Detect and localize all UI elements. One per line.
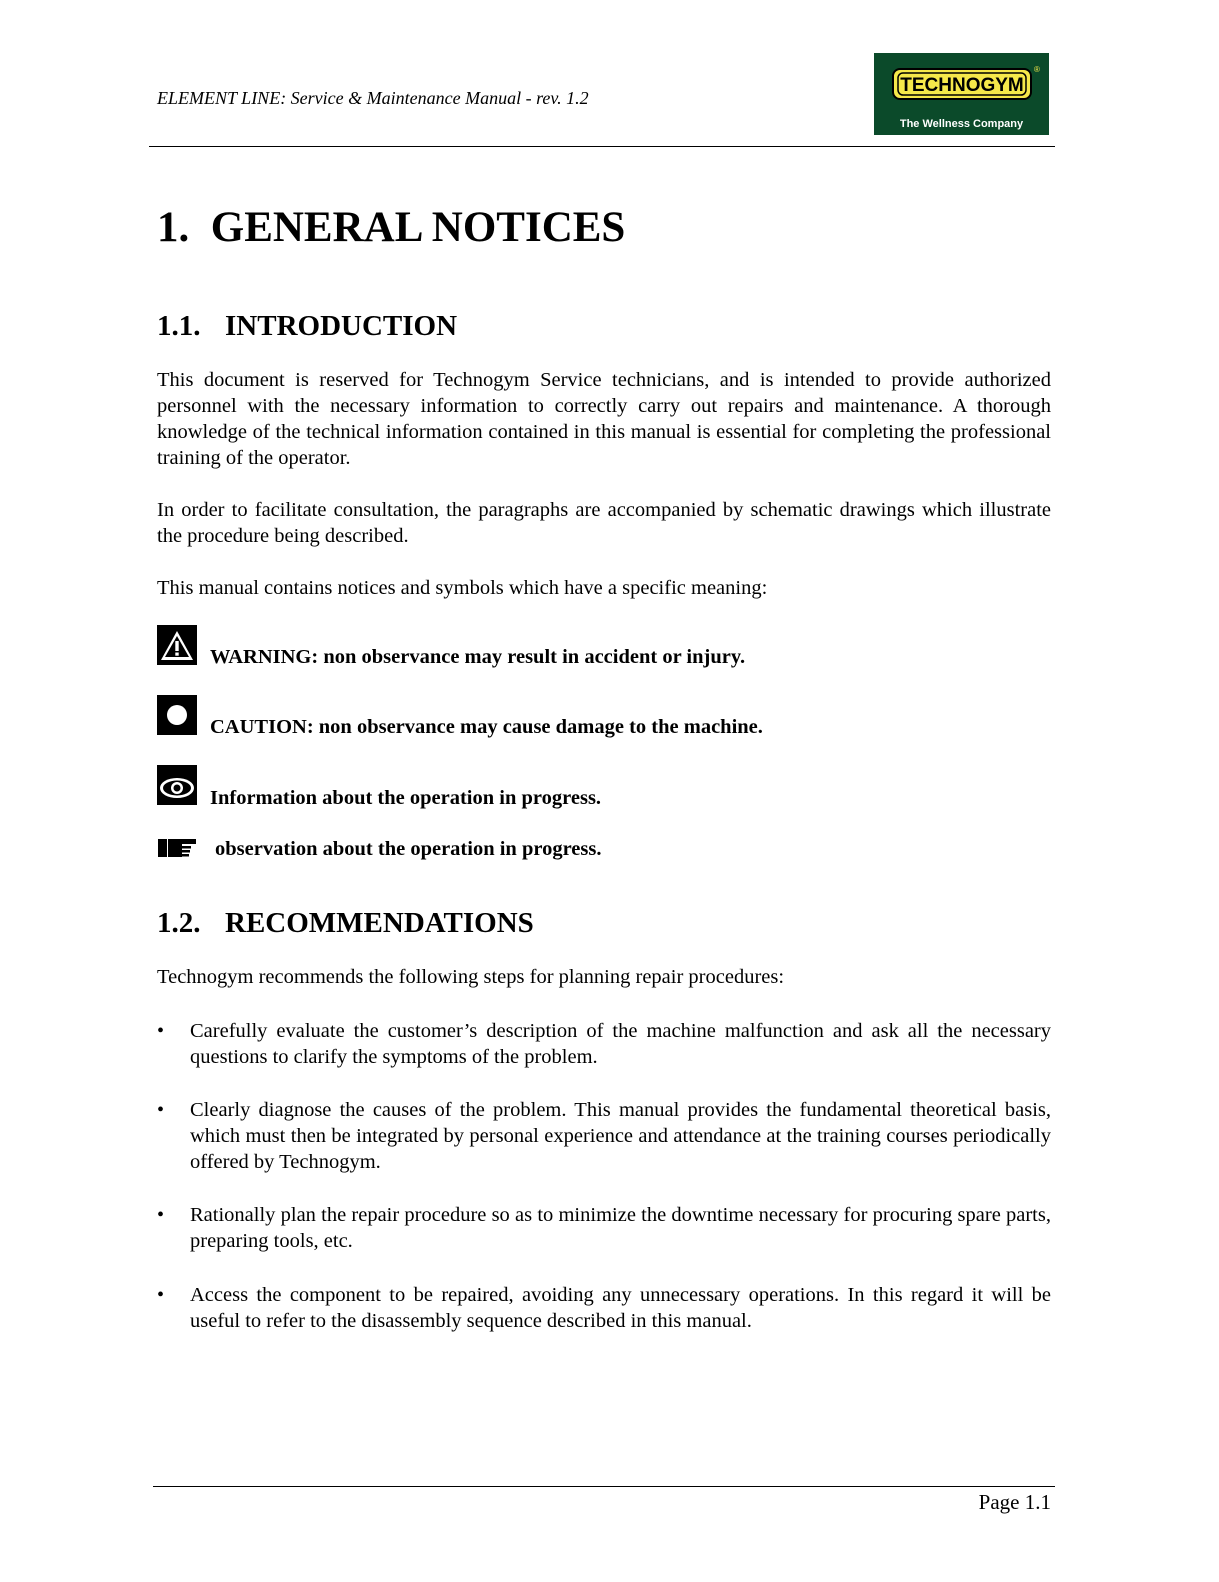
section-title: RECOMMENDATIONS — [225, 907, 534, 939]
bullet-marker: • — [157, 1099, 165, 1121]
footer-divider — [153, 1486, 1055, 1487]
chapter-number: 1. — [157, 204, 190, 251]
recommendation-item-2: Clearly diagnose the causes of the problem. This manual provides the fundamental theoretical basis, which must then be integrated by personal experience and attendance at the training courses periodically offered by Technogym. — [190, 1099, 1051, 1173]
eye-icon — [157, 765, 197, 805]
warning-notice-text: WARNING: non observance may result in accident or injury. — [210, 646, 746, 668]
section-heading-recommendations — [157, 906, 534, 941]
recommendation-item-1: Carefully evaluate the customer’s description of the machine malfunction and ask all the necessary questions to clarify the symptoms of the problem. — [190, 1020, 1051, 1068]
logo-registered-mark: ® — [1034, 65, 1040, 74]
bullet-marker: • — [157, 1204, 165, 1226]
intro-paragraph-3: This manual contains notices and symbols which have a specific meaning: — [157, 577, 768, 599]
section-heading-introduction — [157, 309, 457, 344]
recommendations-intro: Technogym recommends the following steps for planning repair procedures: — [157, 966, 785, 988]
information-notice-text: Information about the operation in progress. — [210, 787, 602, 809]
caution-circle-icon — [157, 695, 197, 735]
caution-notice-text: CAUTION: non observance may cause damage to the machine. — [210, 716, 763, 738]
intro-paragraph-2: In order to facilitate consultation, the paragraphs are accompanied by schematic drawings which illustrate the procedure being described. — [157, 499, 1051, 547]
bullet-marker: • — [157, 1020, 165, 1042]
chapter-heading — [157, 204, 625, 251]
warning-triangle-icon — [157, 625, 197, 665]
document-header-title: ELEMENT LINE: Service & Maintenance Manual - rev. 1.2 — [157, 88, 589, 108]
logo-tagline: The Wellness Company — [899, 118, 1024, 130]
bullet-marker: • — [157, 1284, 165, 1306]
recommendation-item-3: Rationally plan the repair procedure so as to minimize the downtime necessary for procuring spare parts, preparing tools, etc. — [190, 1204, 1051, 1252]
header-divider — [149, 146, 1055, 147]
chapter-title: GENERAL NOTICES — [210, 204, 626, 251]
section-title: INTRODUCTION — [225, 310, 458, 342]
observation-notice-text: observation about the operation in progress. — [215, 838, 602, 860]
logo-brand-text: TECHNOGYM — [900, 75, 1024, 96]
technogym-logo — [874, 53, 1049, 135]
intro-paragraph-1: This document is reserved for Technogym Service technicians, and is intended to provide authorized personnel with the necessary information to correctly carry out repairs and maintenance. A thorough knowledge of the technical information contained in this manual is essential for completing the professional training of the operator. — [157, 369, 1051, 469]
section-number: 1.1. — [157, 310, 201, 342]
pointing-hand-icon — [157, 836, 197, 860]
page-number: Page 1.1 — [978, 1490, 1051, 1514]
section-number: 1.2. — [157, 907, 201, 939]
recommendation-item-4: Access the component to be repaired, avoiding any unnecessary operations. In this regard it will be useful to refer to the disassembly sequence described in this manual. — [190, 1284, 1051, 1332]
